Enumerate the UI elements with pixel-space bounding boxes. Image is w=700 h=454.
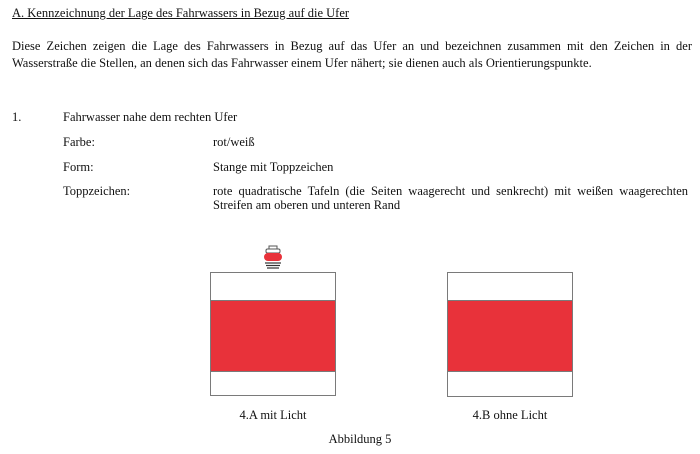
- caption-sign-a: 4.A mit Licht: [239, 408, 307, 422]
- row-value-form: Stange mit Toppzeichen: [213, 160, 334, 174]
- topmark-sign-b: [447, 272, 573, 397]
- figure-caption: Abbildung 5: [328, 432, 392, 446]
- intro-paragraph: Diese Zeichen zeigen die Lage des Fahrwassers in Bezug auf das Ufer an und bezeichnen zusammen mit den Zeichen in der Wasserstraße die Stellen, an denen sich das Fahrwasser einem Ufer nähert; sie dienen auch als Orientierungspunkte.: [12, 39, 692, 70]
- row-value-farbe: rot/weiß: [213, 135, 255, 149]
- item-title: Fahrwasser nahe dem rechten Ufer: [63, 110, 238, 124]
- light-icon: [262, 245, 284, 273]
- item-number: 1.: [12, 110, 22, 124]
- row-label-toppzeichen: Toppzeichen:: [63, 184, 131, 198]
- row-value-toppzeichen: rote quadratische Tafeln (die Seiten waagerecht und senkrecht) mit weißen waagerechten Streifen am oberen und unteren Rand: [213, 184, 688, 212]
- topmark-sign-a: [210, 272, 336, 396]
- row-label-farbe: Farbe:: [63, 135, 95, 149]
- section-heading: A. Kennzeichnung der Lage des Fahrwassers in Bezug auf die Ufer: [12, 6, 350, 20]
- red-panel: [448, 300, 572, 372]
- caption-sign-b: 4.B ohne Licht: [472, 408, 548, 422]
- red-panel: [211, 300, 335, 372]
- row-label-form: Form:: [63, 160, 94, 174]
